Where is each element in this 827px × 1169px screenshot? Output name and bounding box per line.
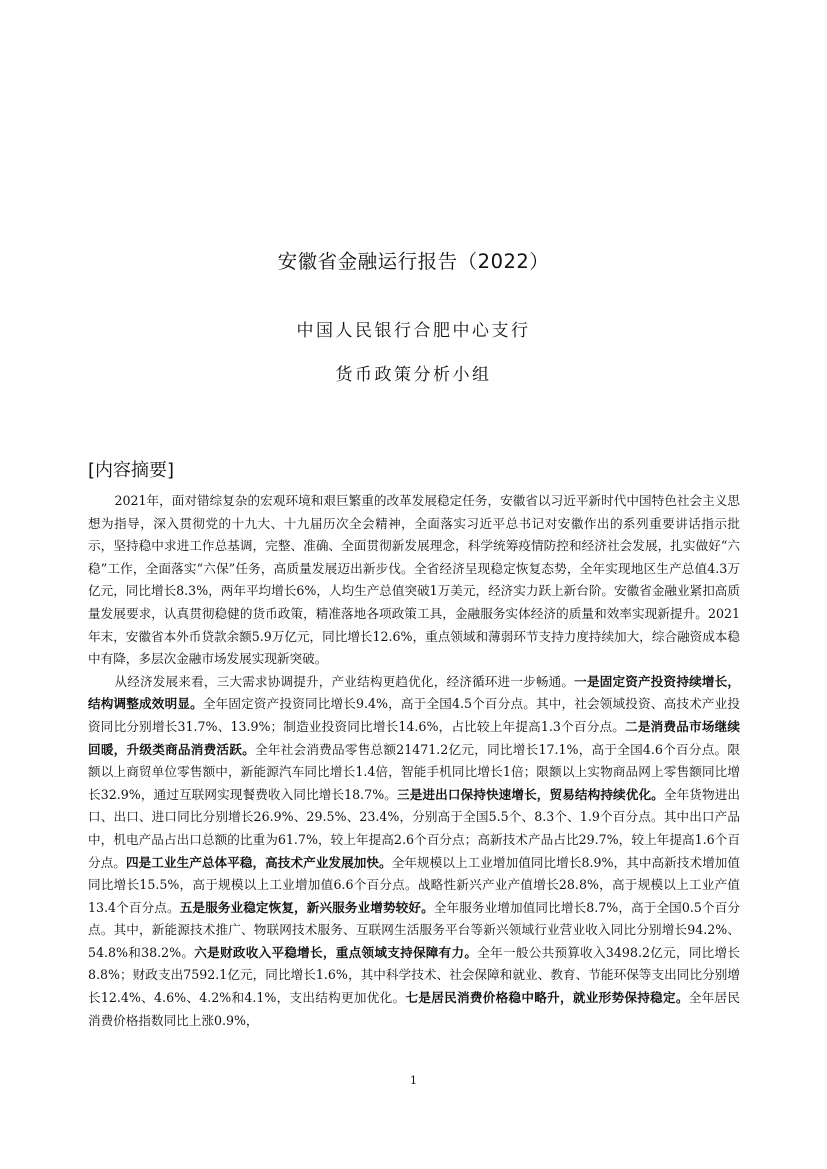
- para-text-7: 全年居民消费价格指数同比上涨0.9%，: [88, 990, 741, 1028]
- document-body: [88, 490, 740, 1032]
- bold-point-4: 四是工业生产总体平稳，高技术产业发展加快。: [125, 854, 392, 870]
- para-text-2: 全年社会消费品零售总额21471.2亿元，同比增长17.1%，高于全国4.6个百分点。限额以上商贸单位零售额中，新能源汽车同比增长1.4倍，智能手机同比增长1倍；限额以上实物商品网上零售额同比增长32.9%，通过互联网实现餐费收入同比增长18.7%。: [88, 741, 740, 802]
- page-number: 1: [410, 1074, 417, 1087]
- paragraph-economy: [88, 671, 740, 1033]
- para-text-4: 全年规模以上工业增加值同比增长8.9%，其中高新技术增加值同比增长15.5%，高于规模以上工业增加值6.6个百分点。战略性新兴产业产值增长28.8%，高于规模以上工业产值13.4个百分点。: [88, 854, 741, 915]
- bold-point-3: 三是进出口保持快速增长，贸易结构持续优化。: [397, 786, 664, 802]
- paragraph-summary: 2021年，面对错综复杂的宏观环境和艰巨繁重的改革发展稳定任务，安徽省以习近平新时代中国特色社会主义思想为指导，深入贯彻党的十九大、十九届历次全会精神，全面落实习近平总书记对安徽作出的系列重要讲话指示批示，坚持稳中求进工作总基调，完整、准确、全面贯彻新发展理念，科学统筹疫情防控和经济社会发展，扎实做好“六稳”工作，全面落实“六保”任务，高质量发展迈出新步伐。全省经济呈现稳定恢复态势，全年实现地区生产总值4.3万亿元，同比增长8.3%，两年平均增长6%，人均生产总值突破1万美元，经济实力跃上新台阶。安徽省金融业紧扣高质量发展要求，认真贯彻稳健的货币政策，精准落地各项政策工具，金融服务实体经济的质量和效率实现新提升。2021年末，安徽省本外币贷款余额5.9万亿元，同比增长12.6%，重点领域和薄弱环节支持力度持续加大，综合融资成本稳中有降，多层次金融市场发展实现新突破。: [88, 493, 740, 667]
- bold-point-1: 一是固定资产投资持续增长，结构调整成效明显。: [88, 673, 741, 712]
- bold-point-6: 六是财政收入平稳增长，重点领域支持保障有力。: [194, 944, 478, 960]
- author-group: 货币政策分析小组: [335, 365, 492, 385]
- author-organization: 中国人民银行合肥中心支行: [296, 321, 531, 341]
- report-title: 安徽省金融运行报告（2022）: [277, 250, 550, 273]
- para-text-3: 全年货物进出口、出口、进口同比分别增长26.9%、29.5%、23.4%，分别高于全国5.5个、8.3个、1.9个百分点。其中出口产品中，机电产品占出口总额的比重为61.7%，较上年提高2.6个百分点；高新技术产品占比29.7%，较上年提高1.6个百分点。: [88, 786, 741, 870]
- para-text-1: 全年固定资产投资同比增长9.4%，高于全国4.5个百分点。其中，社会领域投资、高技术产业投资同比分别增长31.7%、13.9%；制造业投资同比增长14.6%，占比较上年提高1.3个百分点。: [88, 696, 740, 734]
- para-text-5: 全年服务业增加值同比增长8.7%，高于全国0.5个百分点。其中，新能源技术推广、物联网技术服务、互联网生活服务平台等新兴领域行业营业收入同比分别增长94.2%、54.8%和38.2%。: [88, 899, 741, 960]
- section-heading: [内容摘要]: [88, 460, 175, 481]
- bold-point-2: 二是消费品市场继续回暖，升级类商品消费活跃。: [88, 718, 740, 757]
- bold-point-5: 五是服务业稳定恢复，新兴服务业增势较好。: [179, 899, 434, 915]
- para-intro: 从经济发展来看，三大需求协调提升，产业结构更趋优化，经济循环进一步畅通。: [114, 673, 575, 689]
- para-text-6: 全年一般公共预算收入3498.2亿元，同比增长8.8%；财政支出7592.1亿元，同比增长1.6%，其中科学技术、社会保障和就业、教育、节能环保等支出同比分别增长12.4%、4.6%、4.2%和4.1%，支出结构更加优化。: [88, 944, 740, 1006]
- bold-point-7: 七是居民消费价格稳中略升，就业形势保持稳定。: [405, 990, 689, 1006]
